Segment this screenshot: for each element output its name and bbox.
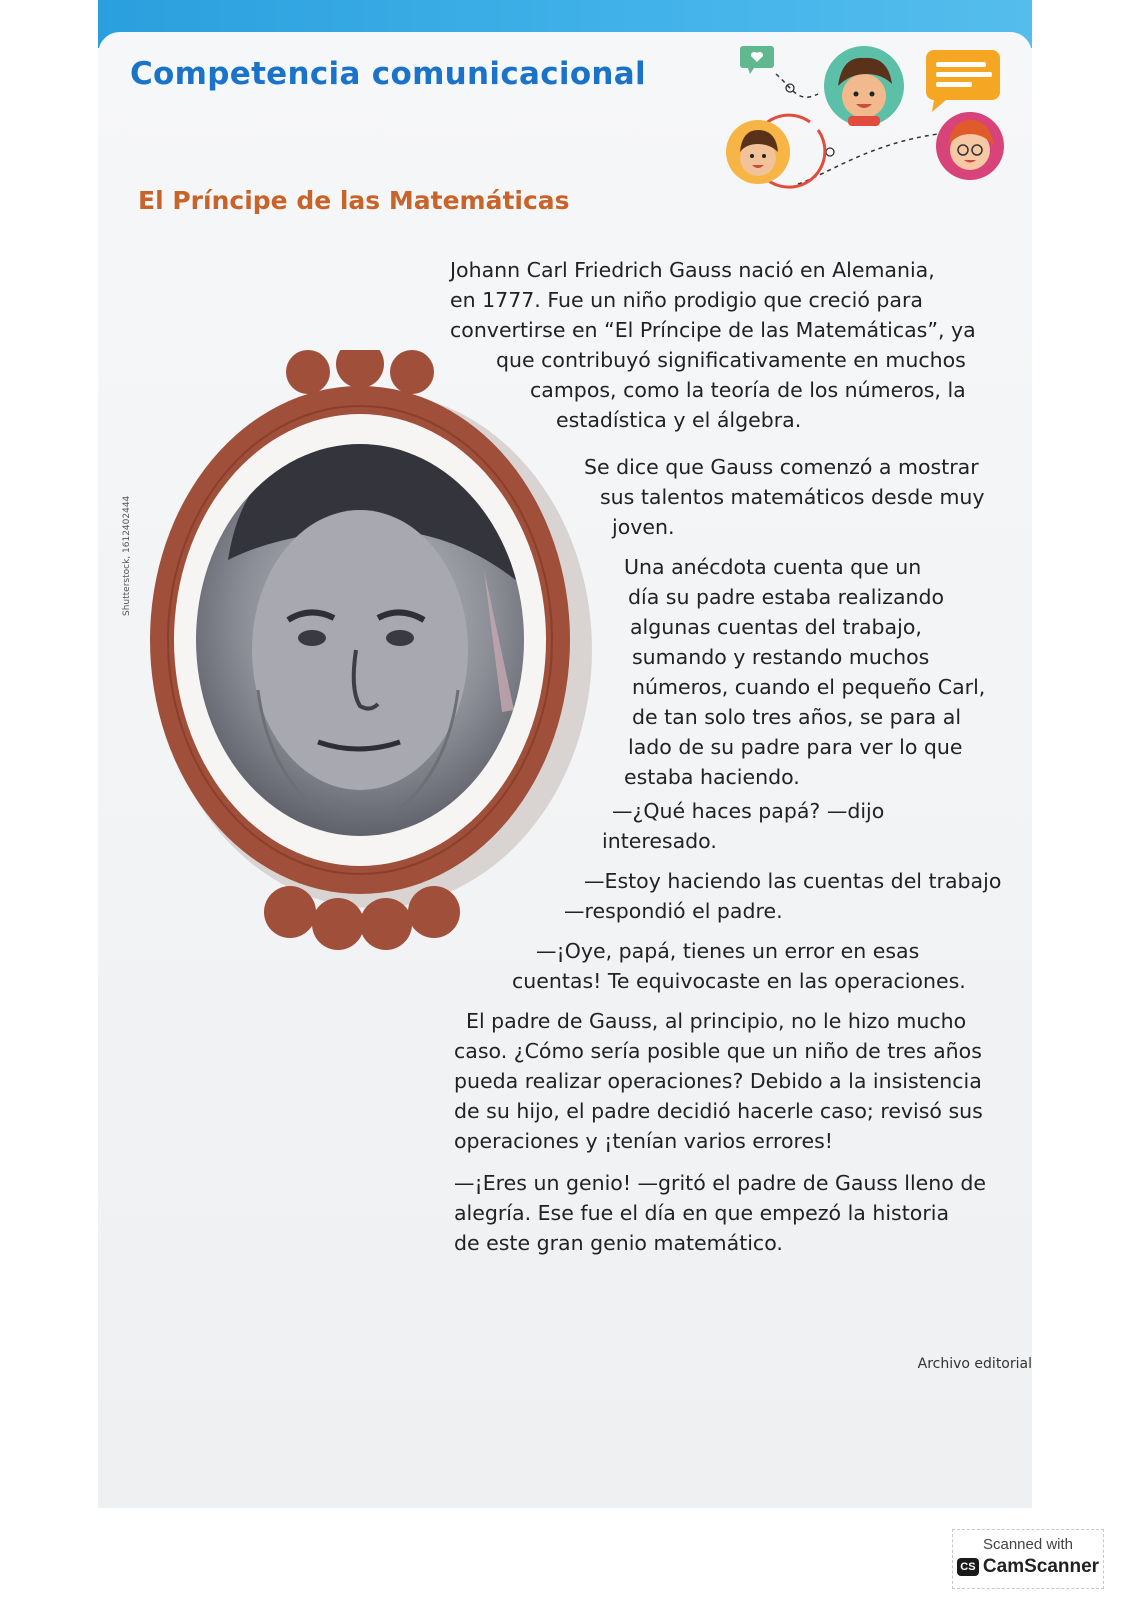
- paragraph-anecdote: Una anécdota cuenta que un día su padre estaba realizando algunas cuentas del trabajo, sumando y restando muchos números, cuando el pequeño Carl, de tan solo tres años, se para al lado de su padre para ver lo que estaba haciendo.: [624, 555, 986, 789]
- camscanner-watermark: [952, 1529, 1104, 1589]
- paragraph-intro: Johann Carl Friedrich Gauss nació en Alemania, en 1777. Fue un niño prodigio que creció para convertirse en “El Príncipe de las Matemáticas”, ya que contribuyó significativamente en muchos campos, como la teoría de los números, la estadística y el álgebra.: [450, 258, 976, 432]
- portrait-frame: [138, 350, 598, 970]
- paragraph-genius: —¡Eres un genio! —gritó el padre de Gauss lleno de alegría. Ese fue el día en que empezó la historia de este gran genio matemático.: [454, 1171, 986, 1255]
- girl-avatar-icon: [936, 112, 1004, 180]
- kids-chat-illustration: [718, 34, 1018, 194]
- section-title: Competencia comunicacional: [130, 56, 646, 92]
- paragraph-father: El padre de Gauss, al principio, no le hizo mucho caso. ¿Cómo sería posible que un niño de tres años pueda realizar operaciones? Debido a la insistencia de su hijo, el padre decidió hacerle caso; revisó sus operaciones y ¡tenían varios errores!: [454, 1009, 983, 1153]
- paragraph-talents: Se dice que Gauss comenzó a mostrar sus talentos matemáticos desde muy joven.: [584, 455, 985, 539]
- chat-bubble-icon: [926, 50, 1000, 112]
- small-boy-avatar-icon: [726, 115, 825, 187]
- article-title: El Príncipe de las Matemáticas: [138, 186, 570, 215]
- paragraph-error: —¡Oye, papá, tienes un error en esas cuentas! Te equivocaste en las operaciones.: [512, 939, 966, 993]
- heart-bubble-icon: [740, 46, 774, 74]
- image-credit: Shutterstock, 1612402444: [122, 495, 132, 616]
- textbook-page: [98, 0, 1032, 1508]
- scanned-with-label: Scanned with: [982, 1536, 1074, 1553]
- paragraph-question: —¿Qué haces papá? —dijo interesado.: [602, 799, 885, 853]
- boy-avatar-icon: [824, 46, 904, 126]
- source-note: Archivo editorial: [917, 1356, 1032, 1372]
- camscanner-name: CamScanner: [982, 1556, 1100, 1577]
- camscanner-logo-icon: CS: [957, 1558, 979, 1576]
- paragraph-answer: —Estoy haciendo las cuentas del trabajo —respondió el padre.: [564, 869, 1002, 923]
- camscanner-brand: [953, 1556, 1103, 1578]
